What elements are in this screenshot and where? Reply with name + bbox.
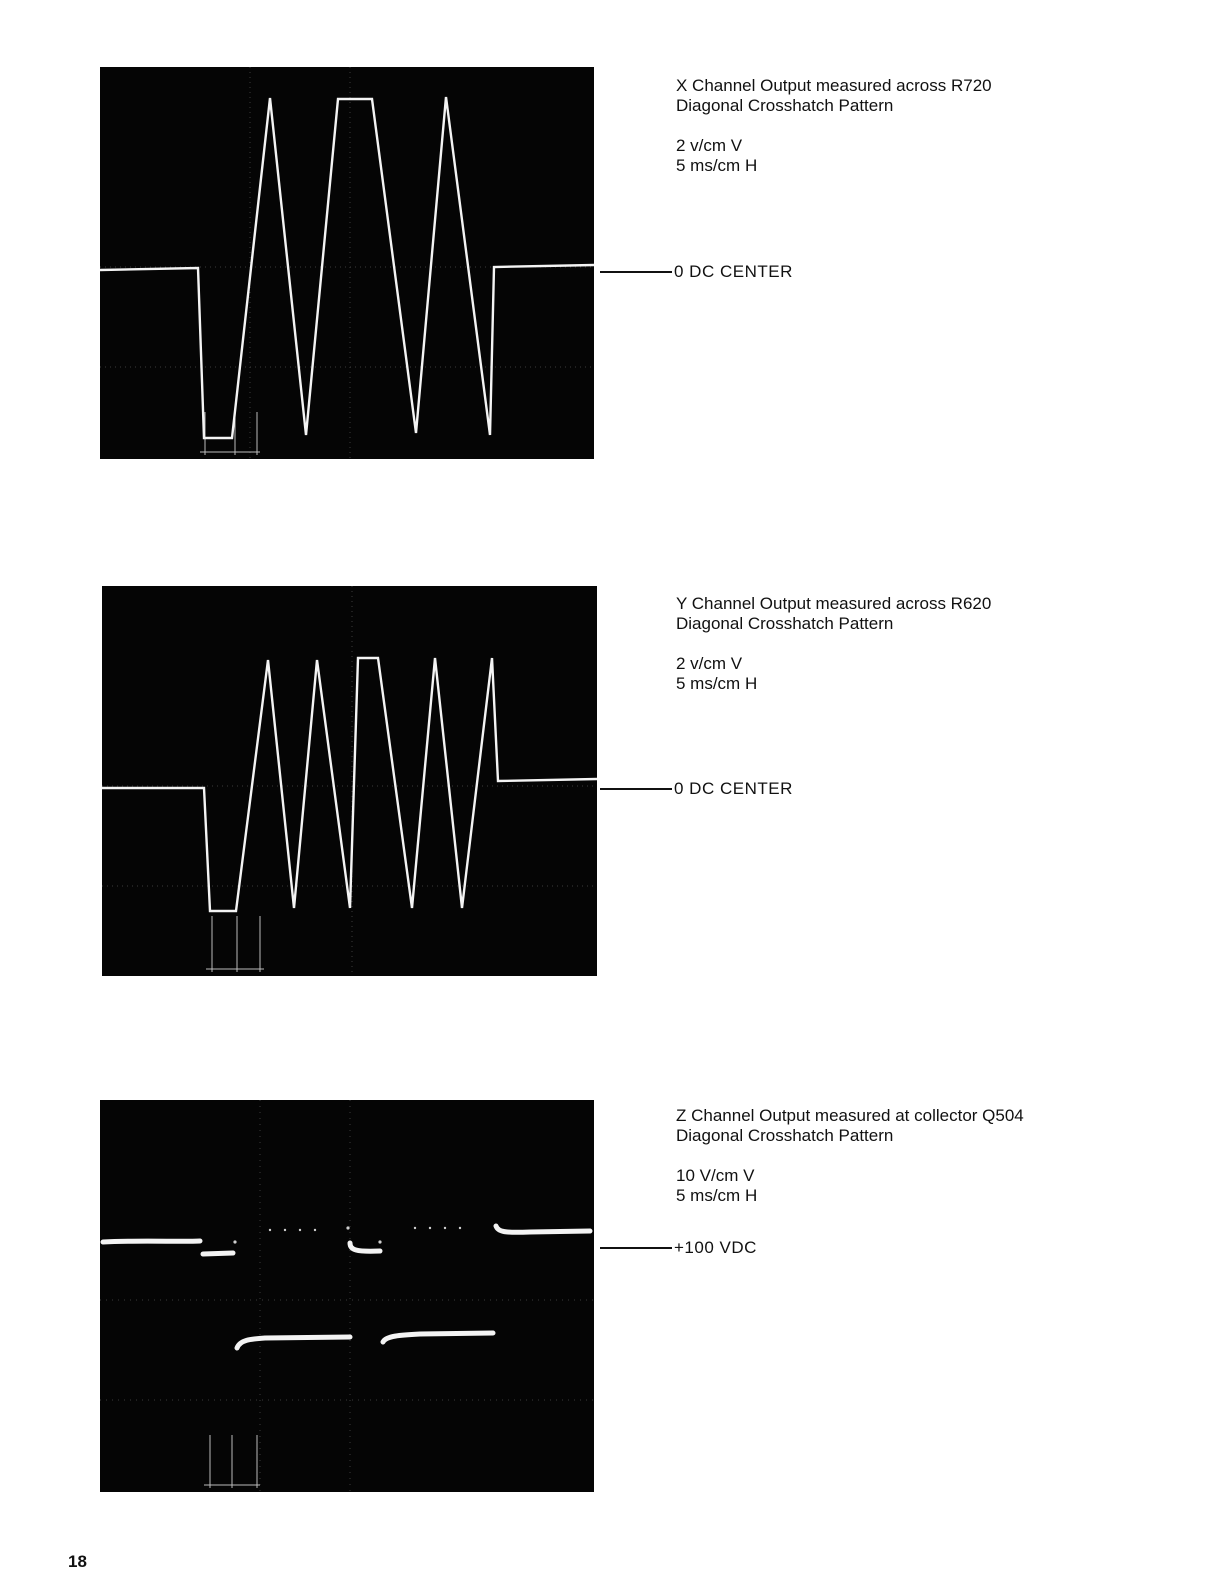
x-channel-waveform	[100, 67, 594, 459]
y-channel-reference-label: 0 DC CENTER	[674, 779, 793, 798]
reference-line	[600, 271, 672, 273]
x-channel-title: X Channel Output measured across R720	[676, 76, 992, 95]
y-channel-title: Y Channel Output measured across R620	[676, 594, 992, 613]
y-channel-vertical-scale: 2 v/cm V	[676, 654, 743, 673]
x-channel-vertical-scale: 2 v/cm V	[676, 136, 743, 155]
z-channel-caption	[676, 1106, 1024, 1206]
oscilloscope-photo-x-channel	[100, 67, 594, 459]
z-channel-vertical-scale: 10 V/cm V	[676, 1166, 755, 1185]
x-channel-horizontal-scale: 5 ms/cm H	[676, 156, 758, 175]
z-channel-title: Z Channel Output measured at collector Q504	[676, 1106, 1024, 1125]
z-channel-reference-marker	[600, 1238, 757, 1258]
y-channel-waveform	[102, 586, 597, 976]
z-channel-reference-label: +100 VDC	[674, 1238, 757, 1257]
x-channel-reference-label: 0 DC CENTER	[674, 262, 793, 281]
y-channel-horizontal-scale: 5 ms/cm H	[676, 674, 758, 693]
y-channel-pattern: Diagonal Crosshatch Pattern	[676, 614, 894, 633]
reference-line	[600, 788, 672, 790]
x-channel-pattern: Diagonal Crosshatch Pattern	[676, 96, 894, 115]
z-channel-pattern: Diagonal Crosshatch Pattern	[676, 1126, 894, 1145]
x-channel-reference-marker	[600, 262, 793, 282]
x-channel-caption	[676, 76, 992, 176]
z-channel-waveform	[100, 1100, 594, 1492]
oscilloscope-photo-y-channel	[102, 586, 597, 976]
y-channel-reference-marker	[600, 779, 793, 799]
page-number: 18	[68, 1552, 87, 1571]
z-channel-horizontal-scale: 5 ms/cm H	[676, 1186, 758, 1205]
reference-line	[600, 1247, 672, 1249]
y-channel-caption	[676, 594, 991, 694]
oscilloscope-photo-z-channel	[100, 1100, 594, 1492]
